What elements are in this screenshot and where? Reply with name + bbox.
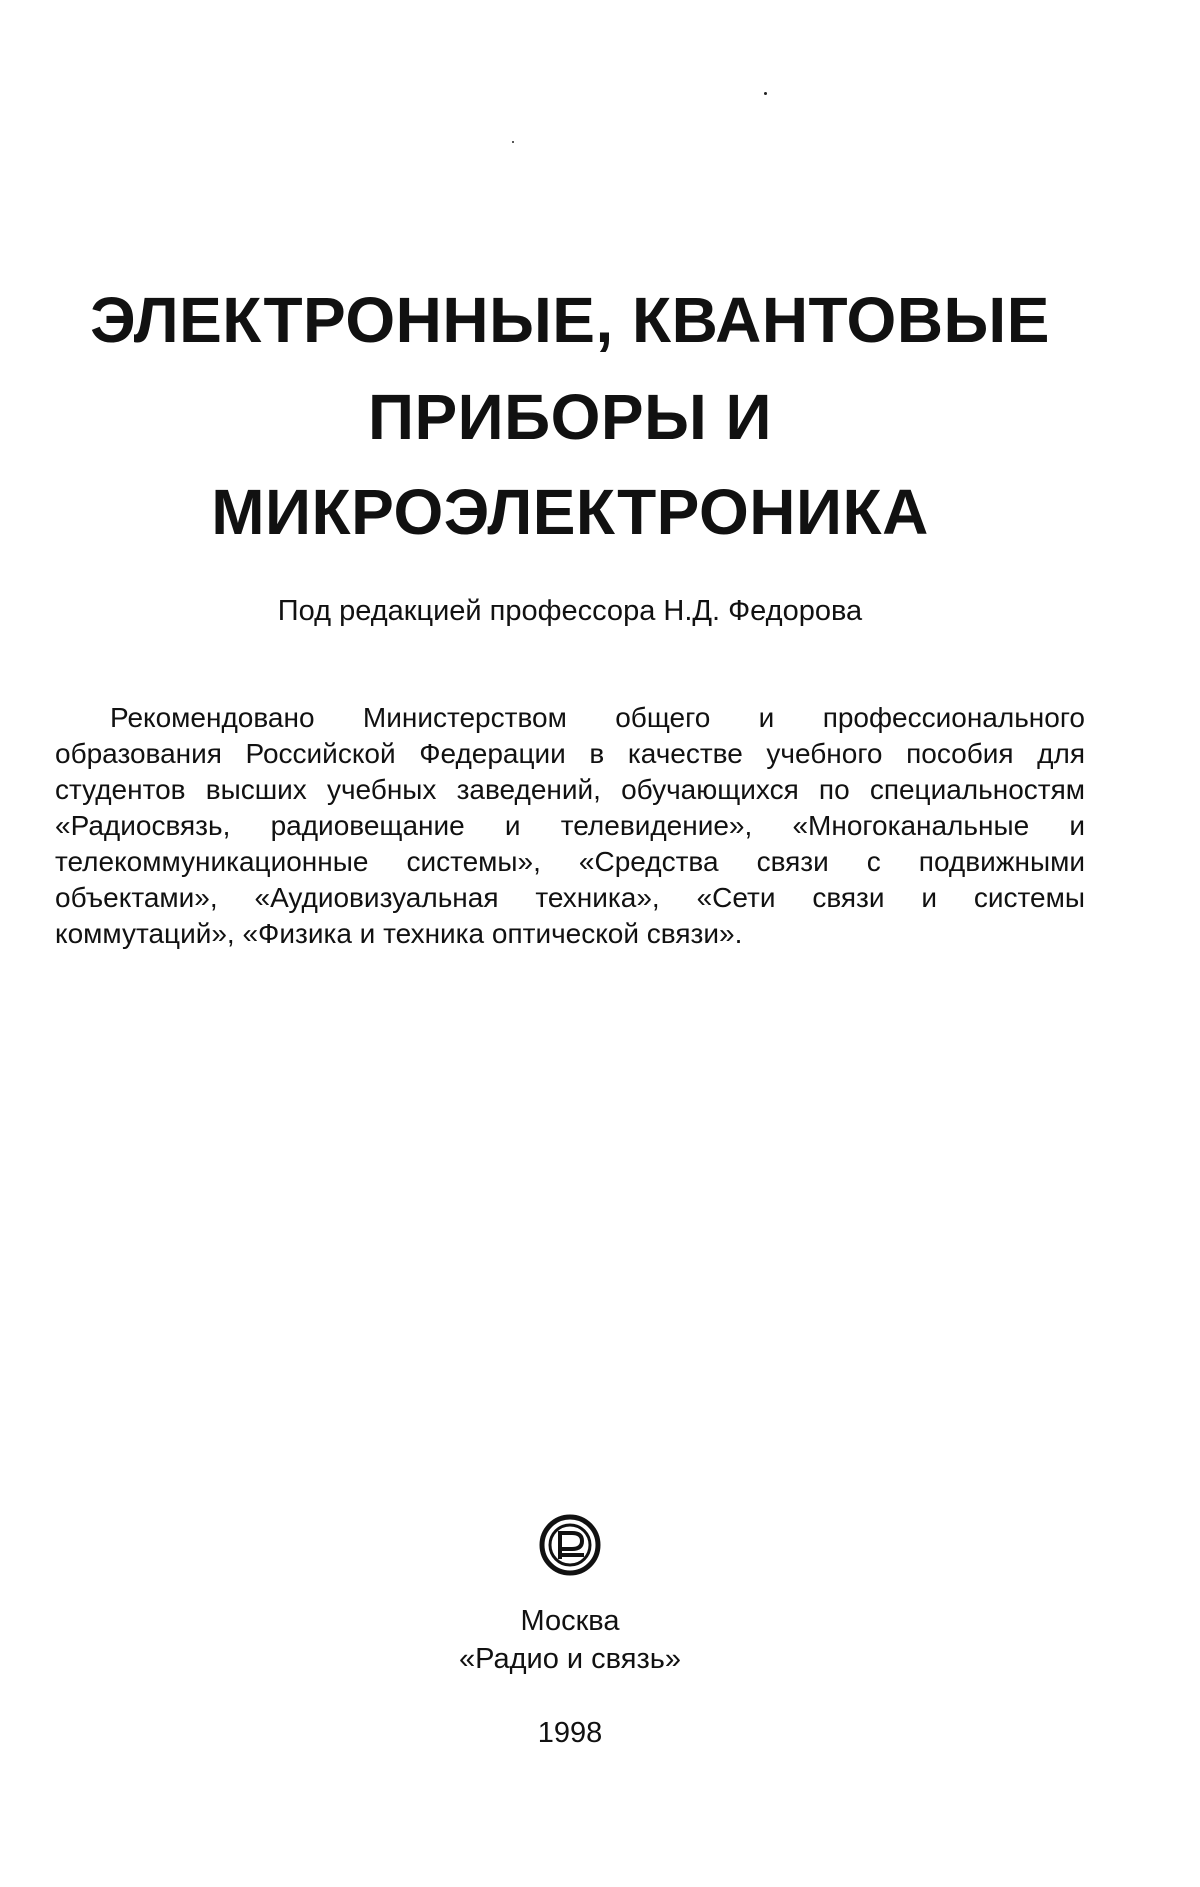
publisher-logo-icon	[538, 1513, 602, 1577]
speck-mark	[512, 141, 514, 143]
book-title-line-3: МИКРОЭЛЕКТРОНИКА	[211, 476, 929, 548]
editor-line: Под редакцией профессора Н.Д. Федорова	[277, 595, 863, 627]
book-title-line-1: ЭЛЕКТРОННЫЕ, КВАНТОВЫЕ	[90, 284, 1050, 356]
speck-mark	[764, 92, 767, 95]
publication-year: 1998	[537, 1717, 603, 1749]
publisher-city: Москва	[520, 1605, 620, 1637]
publisher-name: «Радио и связь»	[458, 1643, 682, 1675]
recommendation-paragraph: Рекомендовано Министерством общего и профессионального образования Российской Федерации в качестве учебного пособия для студентов высших учебных заведений, обучающихся по специальностям «Радиосвязь, радиовещание и телевидение», «Многоканальные и телекоммуникационные системы», «Средства связи с подвижными объектами», «Аудиовизуальная техника», «Сети связи и системы коммутаций», «Физика и техника оптической связи».	[55, 702, 1085, 949]
book-title-line-2: ПРИБОРЫ И	[367, 381, 773, 453]
